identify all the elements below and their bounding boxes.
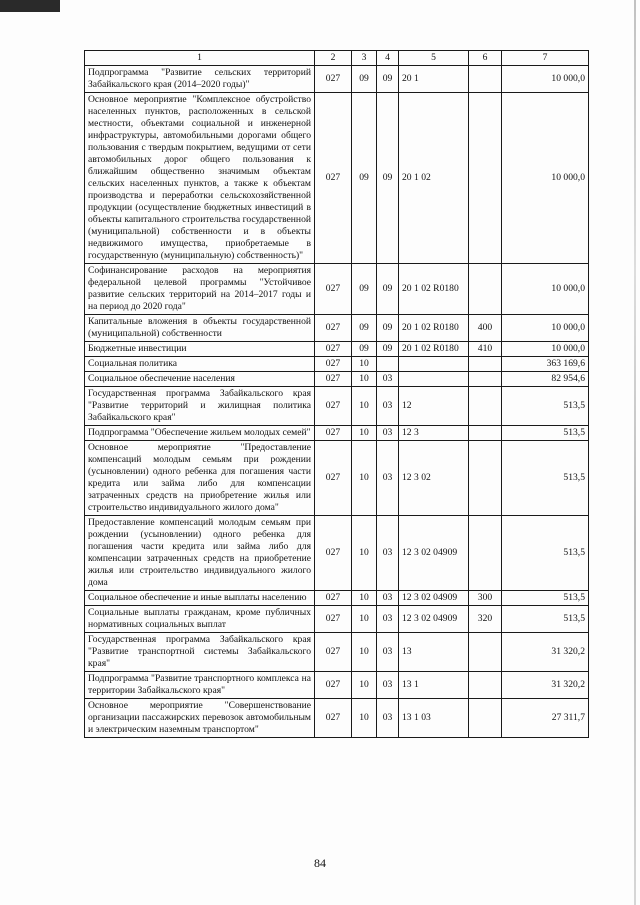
table-row [85,426,589,441]
target-article-cell: 20 1 02 R0180 [399,342,469,357]
amount-cell: 82 954,6 [502,372,589,387]
expense-type-cell: 410 [469,342,502,357]
section-code-cell: 09 [352,315,377,342]
amount-cell: 10 000,0 [502,264,589,315]
section-code-cell: 10 [352,426,377,441]
admin-code-cell: 027 [315,633,352,672]
row-name-cell: Подпрограмма "Развитие транспортного комплекса на территории Забайкальского края" [85,672,315,699]
section-code-cell: 10 [352,699,377,738]
table-row [85,633,589,672]
subsection-code-cell: 03 [377,633,399,672]
table-row [85,342,589,357]
row-name-cell: Государственная программа Забайкальского края "Развитие транспортной системы Забайкальского края" [85,633,315,672]
admin-code-cell: 027 [315,342,352,357]
table-row [85,606,589,633]
subsection-code-cell: 03 [377,606,399,633]
subsection-code-cell: 03 [377,516,399,591]
admin-code-cell: 027 [315,591,352,606]
target-article-cell [399,357,469,372]
target-article-cell: 12 3 02 04909 [399,606,469,633]
admin-code-cell: 027 [315,426,352,441]
scan-corner-mark [0,0,60,12]
subsection-code-cell: 09 [377,93,399,264]
amount-cell: 363 169,6 [502,357,589,372]
amount-cell: 513,5 [502,441,589,516]
target-article-cell: 13 1 03 [399,699,469,738]
admin-code-cell: 027 [315,606,352,633]
budget-table [84,50,589,738]
expense-type-cell [469,264,502,315]
table-row [85,591,589,606]
table-row [85,441,589,516]
table-row [85,387,589,426]
expense-type-cell [469,357,502,372]
admin-code-cell: 027 [315,672,352,699]
row-name-cell: Основное мероприятие "Совершенствование организации пассажирских перевозок автомобильным и электрическим наземным транспортом" [85,699,315,738]
header-cell: 5 [399,51,469,66]
table-row [85,372,589,387]
admin-code-cell: 027 [315,264,352,315]
section-code-cell: 10 [352,606,377,633]
section-code-cell: 09 [352,66,377,93]
row-name-cell: Государственная программа Забайкальского края "Развитие территорий и жилищная политика Забайкальского края" [85,387,315,426]
header-row [85,51,589,66]
header-cell: 1 [85,51,315,66]
expense-type-cell [469,516,502,591]
target-article-cell: 12 [399,387,469,426]
expense-type-cell [469,372,502,387]
section-code-cell: 10 [352,357,377,372]
expense-type-cell [469,672,502,699]
section-code-cell: 09 [352,342,377,357]
row-name-cell: Подпрограмма "Развитие сельских территорий Забайкальского края (2014–2020 годы)" [85,66,315,93]
section-code-cell: 10 [352,441,377,516]
expense-type-cell: 320 [469,606,502,633]
admin-code-cell: 027 [315,441,352,516]
amount-cell: 27 311,7 [502,699,589,738]
admin-code-cell: 027 [315,66,352,93]
admin-code-cell: 027 [315,93,352,264]
amount-cell: 513,5 [502,591,589,606]
target-article-cell: 20 1 02 R0180 [399,264,469,315]
header-cell: 6 [469,51,502,66]
subsection-code-cell: 09 [377,315,399,342]
subsection-code-cell: 09 [377,264,399,315]
header-cell: 7 [502,51,589,66]
amount-cell: 10 000,0 [502,66,589,93]
row-name-cell: Бюджетные инвестиции [85,342,315,357]
target-article-cell: 20 1 02 [399,93,469,264]
expense-type-cell [469,441,502,516]
expense-type-cell: 300 [469,591,502,606]
amount-cell: 513,5 [502,387,589,426]
subsection-code-cell: 03 [377,699,399,738]
header-cell: 3 [352,51,377,66]
admin-code-cell: 027 [315,516,352,591]
expense-type-cell [469,66,502,93]
section-code-cell: 10 [352,387,377,426]
expense-type-cell [469,387,502,426]
admin-code-cell: 027 [315,372,352,387]
header-cell: 4 [377,51,399,66]
section-code-cell: 10 [352,591,377,606]
amount-cell: 513,5 [502,426,589,441]
amount-cell: 10 000,0 [502,342,589,357]
amount-cell: 10 000,0 [502,315,589,342]
subsection-code-cell: 03 [377,387,399,426]
target-article-cell: 12 3 [399,426,469,441]
subsection-code-cell: 03 [377,441,399,516]
admin-code-cell: 027 [315,315,352,342]
table-row [85,264,589,315]
header-cell: 2 [315,51,352,66]
admin-code-cell: 027 [315,387,352,426]
subsection-code-cell: 03 [377,672,399,699]
table-row [85,516,589,591]
table-row [85,93,589,264]
expense-type-cell [469,633,502,672]
table-row [85,66,589,93]
target-article-cell: 12 3 02 04909 [399,591,469,606]
table-row [85,672,589,699]
section-code-cell: 09 [352,264,377,315]
subsection-code-cell: 03 [377,372,399,387]
amount-cell: 10 000,0 [502,93,589,264]
target-article-cell: 12 3 02 04909 [399,516,469,591]
row-name-cell: Социальные выплаты гражданам, кроме публичных нормативных социальных выплат [85,606,315,633]
section-code-cell: 09 [352,93,377,264]
subsection-code-cell [377,357,399,372]
scan-edge-shadow [634,0,636,905]
section-code-cell: 10 [352,516,377,591]
target-article-cell [399,372,469,387]
row-name-cell: Капитальные вложения в объекты государственной (муниципальной) собственности [85,315,315,342]
amount-cell: 513,5 [502,516,589,591]
amount-cell: 31 320,2 [502,672,589,699]
amount-cell: 31 320,2 [502,633,589,672]
table-row [85,357,589,372]
subsection-code-cell: 09 [377,66,399,93]
row-name-cell: Предоставление компенсаций молодым семьям при рождении (усыновлении) одного ребенка для погашения части кредита или займа либо для компенсации затраченных средств на приобретение жилья или строительство индивидуального жилого дома [85,516,315,591]
expense-type-cell: 400 [469,315,502,342]
expense-type-cell [469,93,502,264]
target-article-cell: 20 1 [399,66,469,93]
target-article-cell: 13 1 [399,672,469,699]
subsection-code-cell: 03 [377,426,399,441]
target-article-cell: 13 [399,633,469,672]
section-code-cell: 10 [352,633,377,672]
row-name-cell: Софинансирование расходов на мероприятия федеральной целевой программы "Устойчивое развитие сельских территорий на 2014–2017 годы и на период до 2020 года" [85,264,315,315]
section-code-cell: 10 [352,672,377,699]
row-name-cell: Основное мероприятие "Предоставление компенсаций молодым семьям при рождении (усыновлении) одного ребенка для погашения части кредита или займа либо для компенсации затраченных средств на приобретение жилья или строительство индивидуального жилого дома" [85,441,315,516]
target-article-cell: 12 3 02 [399,441,469,516]
target-article-cell: 20 1 02 R0180 [399,315,469,342]
page-number: 84 [314,856,326,870]
table-body [85,51,589,738]
expense-type-cell [469,699,502,738]
amount-cell: 513,5 [502,606,589,633]
row-name-cell: Подпрограмма "Обеспечение жильем молодых семей" [85,426,315,441]
admin-code-cell: 027 [315,699,352,738]
table-row [85,699,589,738]
row-name-cell: Основное мероприятие "Комплексное обустройство населенных пунктов, расположенных в сельской местности, объектами социальной и инженерной инфраструктуры, автомобильными дорогами общего пользования с твердым покрытием, ведущими от сети автомобильных дорог общего пользования к ближайшим общественно значимым объектам сельских населенных пунктов, а также к объектам производства и переработки сельскохозяйственной продукции (осуществление бюджетных инвестиций в объекты капитального строительства государственной (муниципальной) собственности и в объекты недвижимого имущества, приобретаемые в государственную (муниципальную) собственность)" [85,93,315,264]
subsection-code-cell: 09 [377,342,399,357]
section-code-cell: 10 [352,372,377,387]
subsection-code-cell: 03 [377,591,399,606]
row-name-cell: Социальная политика [85,357,315,372]
admin-code-cell: 027 [315,357,352,372]
row-name-cell: Социальное обеспечение и иные выплаты населению [85,591,315,606]
table-row [85,315,589,342]
expense-type-cell [469,426,502,441]
row-name-cell: Социальное обеспечение населения [85,372,315,387]
